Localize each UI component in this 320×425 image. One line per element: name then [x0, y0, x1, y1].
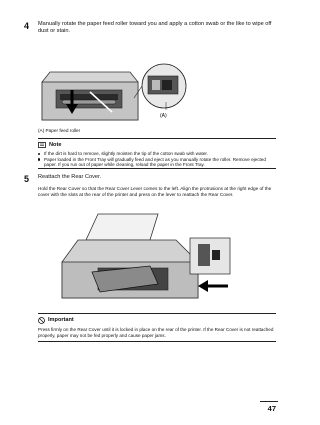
important-bottom-rule — [38, 341, 276, 342]
important-heading-row — [38, 316, 74, 324]
bullet — [38, 153, 40, 155]
prohibition-icon — [38, 317, 45, 324]
note-item: If the dirt is hard to remove, slightly moisten the tip of the cotton swab with water. — [38, 151, 278, 157]
step-number: 4 — [24, 21, 30, 31]
note-heading-row — [38, 141, 61, 149]
note-top-rule — [38, 138, 276, 139]
note-heading: Note — [49, 142, 62, 148]
note-list — [38, 151, 278, 168]
rear-cover-illustration — [58, 210, 233, 308]
step-title: Reattach the Rear Cover. — [38, 174, 102, 180]
figure-caption: (A) Paper feed roller — [38, 128, 81, 133]
important-heading: Important — [48, 317, 74, 323]
note-bottom-rule — [38, 168, 276, 169]
step-number: 5 — [24, 174, 30, 184]
page-number-rule — [260, 401, 278, 402]
callout-label: (A) — [160, 113, 167, 119]
step-5-body: Hold the Rear Cover so that the Rear Cover Lever comes to the left. Align the protrusions at the right edge of the cover with the slots at the rear of the printer and press on the lever to reattach the Rear Cover. — [38, 186, 272, 198]
paper-feed-roller-illustration — [38, 42, 188, 127]
bullet — [38, 158, 40, 160]
step-instruction: Manually rotate the paper feed roller toward you and apply a cotton swab or the like to wipe off dust or stain. — [38, 21, 272, 35]
important-text: Press firmly on the Rear Cover until it is locked in place on the rear of the printer. If the Rear Cover is not reattached properly, paper may not be fed properly and cause paper jams. — [38, 327, 274, 338]
note-item: Paper loaded in the Front Tray will gradually feed and eject as you manually rotate the roller. Remove ejected paper. If you run out of paper while cleaning, reload the paper in the Front Tray. — [38, 157, 278, 168]
note-icon — [38, 142, 46, 148]
important-top-rule — [38, 313, 276, 314]
page-number: 47 — [267, 404, 276, 413]
